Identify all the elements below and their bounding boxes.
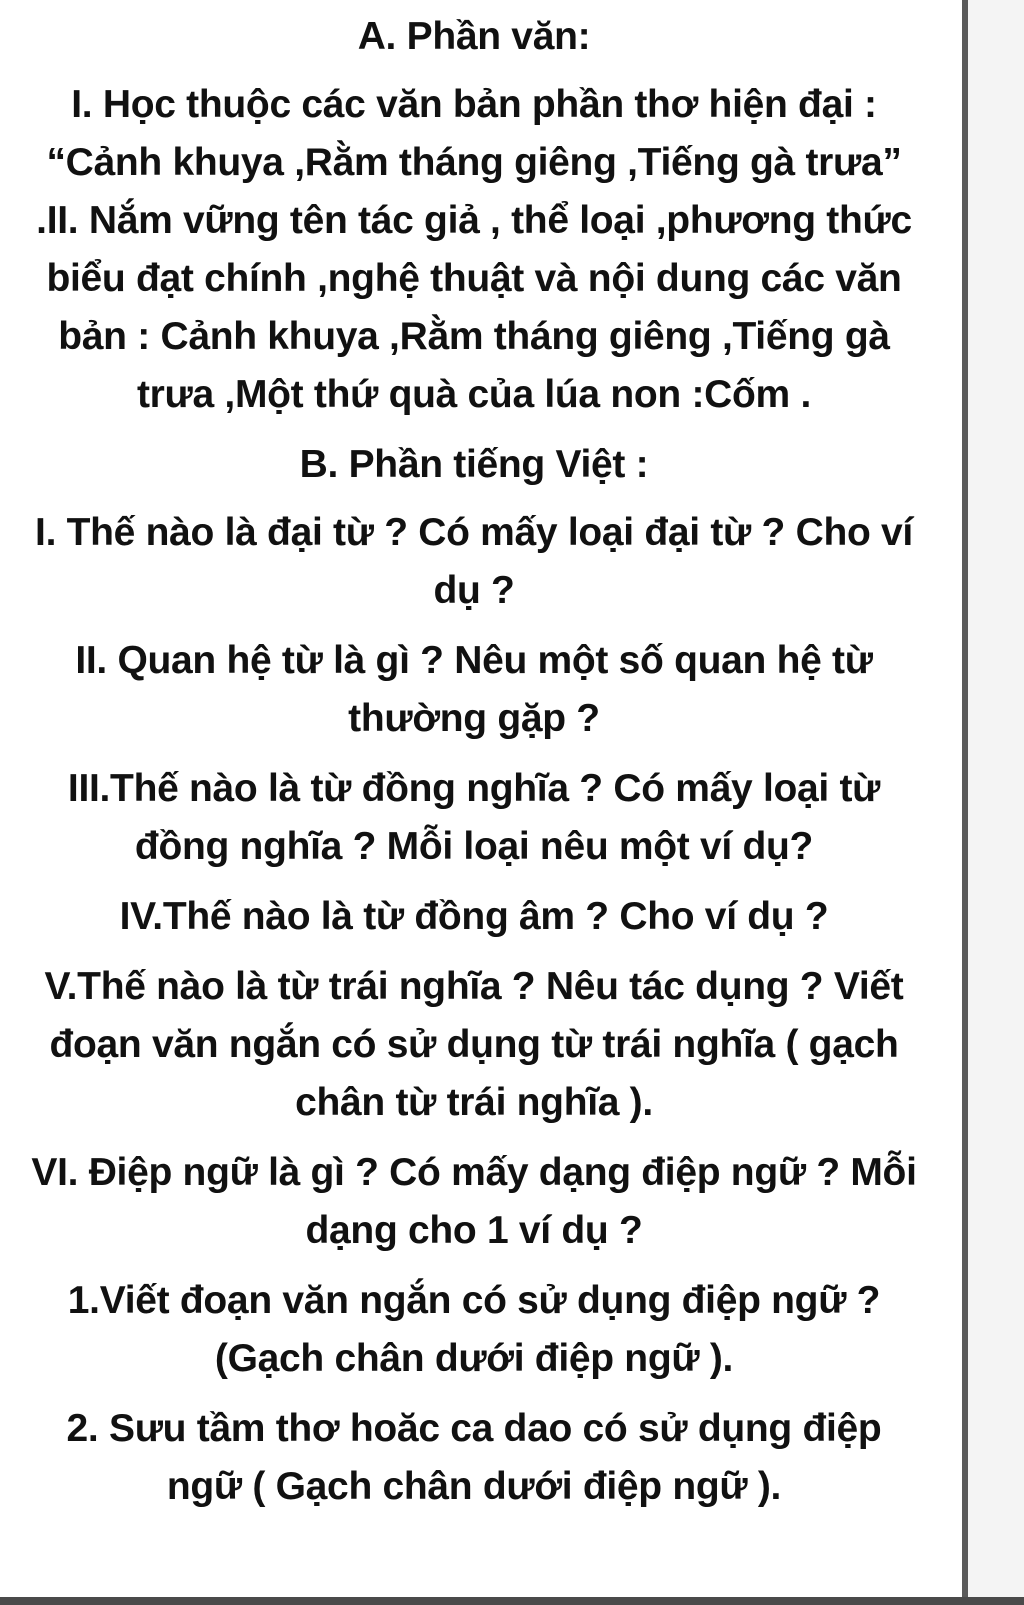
page-margin-right xyxy=(968,0,1024,1605)
question-item: VI. Điệp ngữ là gì ? Có mấy dạng điệp ngữ ? Mỗi dạng cho 1 ví dụ ? xyxy=(31,1151,917,1252)
section-b-title: B. Phần tiếng Việt : xyxy=(299,443,649,486)
question-item: III.Thế nào là từ đồng nghĩa ? Có mấy loại từ đồng nghĩa ? Mỗi loại nêu một ví dụ? xyxy=(67,767,881,868)
question-item: I. Thế nào là đại từ ? Có mấy loại đại từ ? Cho ví dụ ? xyxy=(35,511,913,612)
question-item: 1.Viết đoạn văn ngắn có sử dụng điệp ngữ ?(Gạch chân dưới điệp ngữ ). xyxy=(67,1279,881,1380)
question-item: V.Thế nào là từ trái nghĩa ? Nêu tác dụng ? Viết đoạn văn ngắn có sử dụng từ trái nghĩa ( gạch chân từ trái nghĩa ). xyxy=(44,965,904,1124)
question-item: II. Quan hệ từ là gì ? Nêu một số quan hệ từ thường gặp ? xyxy=(75,639,873,740)
section-a-item-1: I. Học thuộc các văn bản phần thơ hiện đại : “Cảnh khuya ,Rằm tháng giêng ,Tiếng gà trưa” .II. Nắm vững tên tác giả , thể loại ,phương thức biểu đạt chính ,nghệ thuật và nội dung các văn bản : Cảnh khuya ,Rằm tháng giêng ,Tiếng gà trưa ,Một thứ quà của lúa non :Cốm . xyxy=(36,83,912,416)
page-edge-right xyxy=(962,0,968,1605)
section-a-title: A. Phần văn: xyxy=(357,15,591,58)
document-content xyxy=(24,8,924,1528)
page-edge-bottom xyxy=(0,1597,1024,1605)
question-item: 2. Sưu tầm thơ hoăc ca dao có sử dụng điệp ngữ ( Gạch chân dưới điệp ngữ ). xyxy=(66,1407,882,1508)
question-item: IV.Thế nào là từ đồng âm ? Cho ví dụ ? xyxy=(119,895,829,938)
